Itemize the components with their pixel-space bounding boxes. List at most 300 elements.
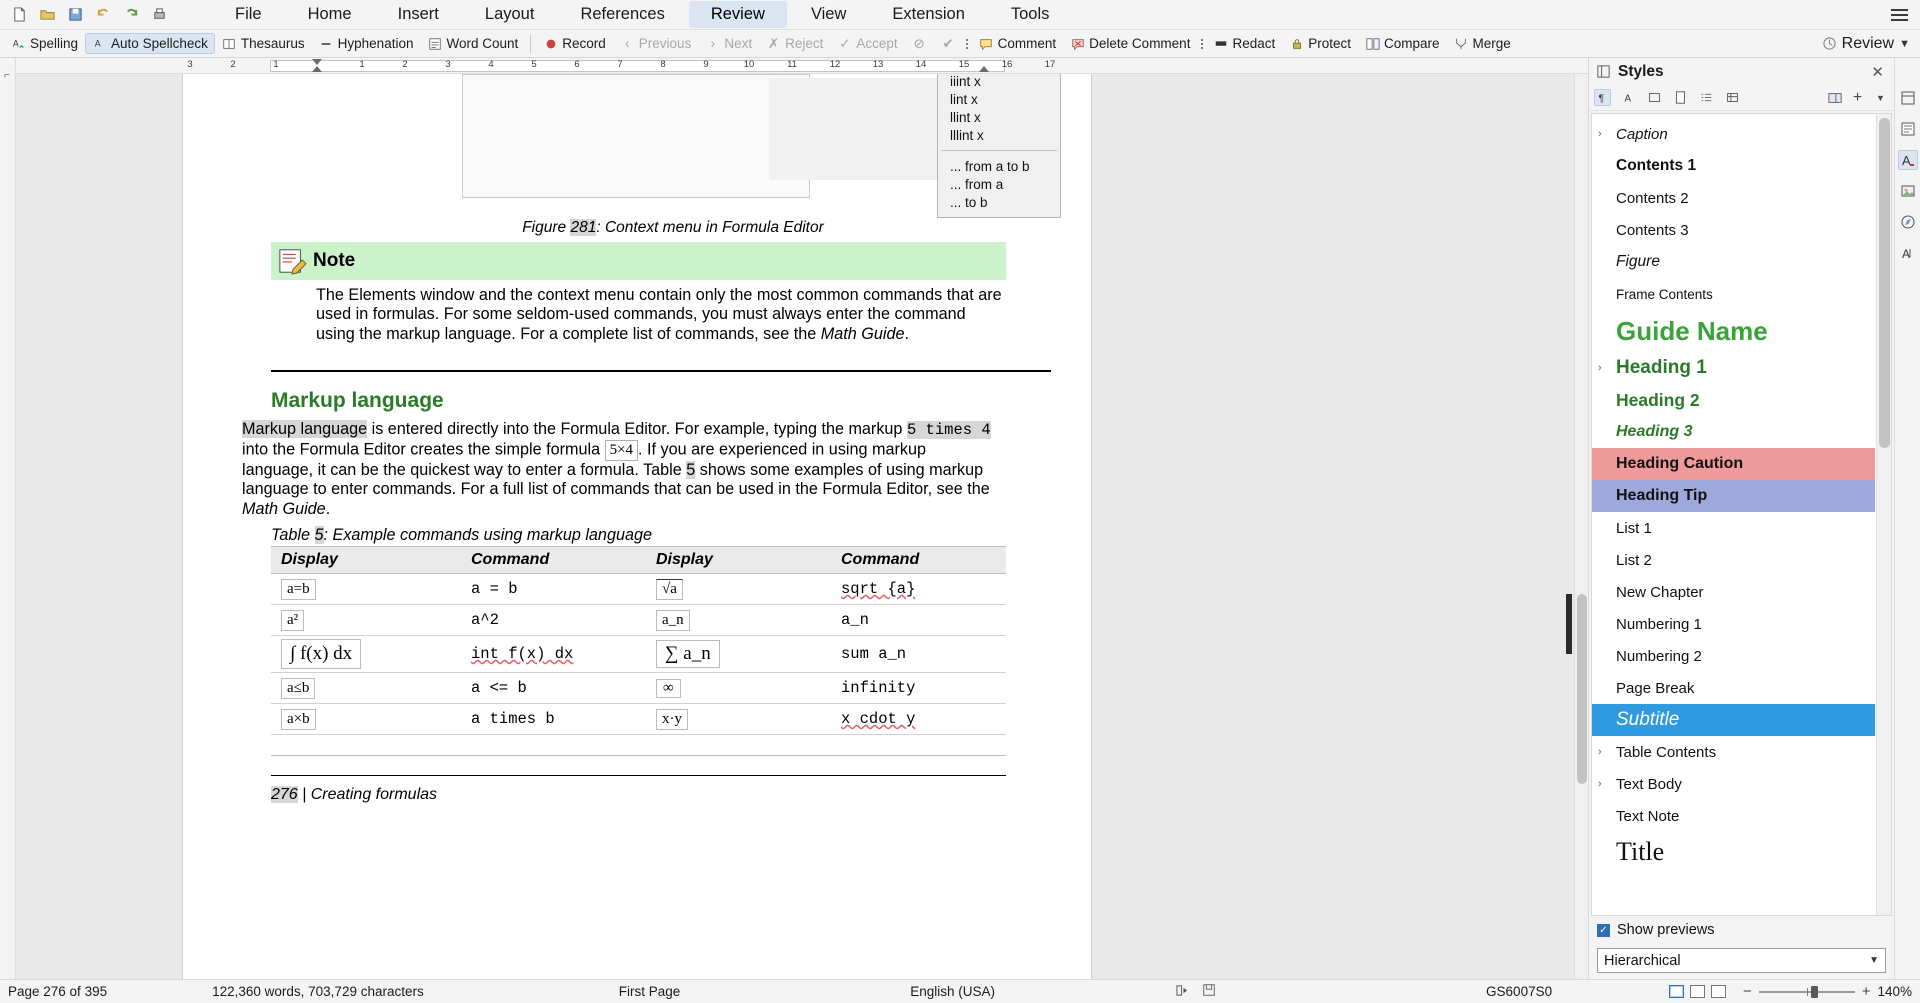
style-item-heading-caution[interactable] bbox=[1592, 448, 1875, 480]
hyphenation-icon bbox=[319, 36, 334, 51]
delete-comment-label: Delete Comment bbox=[1089, 36, 1191, 51]
style-item-figure[interactable] bbox=[1592, 246, 1875, 278]
redact-label: Redact bbox=[1232, 36, 1276, 51]
menu-bar bbox=[0, 0, 1920, 30]
formula-box: a_n bbox=[656, 610, 690, 631]
para-part3: . If you are experienced in using markup language, it can be the quickest way to enter a formula. Table bbox=[242, 440, 926, 479]
cell-display-1-2[interactable] bbox=[271, 636, 461, 673]
save-state-icon[interactable] bbox=[1202, 983, 1216, 1000]
styles-toolbar bbox=[1589, 85, 1894, 111]
style-label: Contents 3 bbox=[1616, 221, 1689, 239]
undo-icon[interactable] bbox=[94, 5, 113, 24]
para-part5: . bbox=[325, 500, 331, 519]
ruler-num-16: 16 bbox=[1001, 59, 1013, 70]
cell-display-1-0[interactable] bbox=[271, 574, 461, 605]
styles-icon[interactable] bbox=[1898, 150, 1918, 170]
main-menu bbox=[213, 1, 1071, 28]
ruler-num-14: 14 bbox=[915, 59, 927, 70]
record-label: Record bbox=[562, 36, 606, 51]
cell-command-2-0 bbox=[831, 574, 1006, 605]
ruler-num-13: 13 bbox=[872, 59, 884, 70]
style-label: Numbering 1 bbox=[1616, 615, 1702, 633]
zoom-out-button[interactable]: − bbox=[1742, 983, 1752, 1000]
style-label: Caption bbox=[1616, 125, 1668, 143]
chevron-right-icon[interactable]: › bbox=[1598, 362, 1602, 374]
body-paragraph bbox=[242, 420, 997, 520]
ruler-num-11: 11 bbox=[787, 59, 797, 70]
accept-label: Accept bbox=[856, 36, 898, 51]
reject-change-button[interactable] bbox=[759, 33, 830, 54]
tab-stop-icon[interactable]: ⌐ bbox=[4, 70, 10, 81]
table-styles-icon[interactable] bbox=[1724, 89, 1741, 106]
ui-mode-label[interactable]: Review bbox=[1841, 34, 1895, 52]
paragraph-styles-icon[interactable] bbox=[1594, 89, 1611, 106]
accept-change-button[interactable] bbox=[830, 33, 904, 54]
frame-styles-icon[interactable] bbox=[1646, 89, 1663, 106]
redact-icon bbox=[1213, 36, 1228, 51]
previous-label: Previous bbox=[638, 36, 692, 51]
gallery-icon[interactable] bbox=[1898, 181, 1918, 201]
style-item-contents-2[interactable] bbox=[1592, 182, 1875, 214]
selection-mode-icon[interactable] bbox=[1175, 984, 1190, 1000]
ctx-item-iiint[interactable]: iiint x bbox=[950, 74, 981, 89]
style-label: Figure bbox=[1616, 253, 1660, 270]
zoom-in-button[interactable]: + bbox=[1861, 983, 1871, 1000]
style-item-title[interactable] bbox=[1592, 832, 1875, 872]
styles-filter-select[interactable] bbox=[1597, 948, 1886, 973]
style-label: Numbering 2 bbox=[1616, 647, 1702, 665]
first-line-indent-marker[interactable] bbox=[312, 59, 322, 65]
view-split-handle[interactable] bbox=[1566, 594, 1572, 654]
status-bar bbox=[0, 979, 1920, 1003]
style-label: Heading 3 bbox=[1616, 423, 1693, 440]
zoom-level-label[interactable]: 140% bbox=[1877, 984, 1912, 999]
style-item-text-note[interactable] bbox=[1592, 800, 1875, 832]
previous-change-button[interactable] bbox=[613, 33, 699, 54]
page-heading-markup-language: Markup language bbox=[271, 389, 444, 412]
menu-extension[interactable]: Extension bbox=[892, 5, 965, 23]
style-item-text-body[interactable] bbox=[1592, 768, 1875, 800]
compare-label: Compare bbox=[1384, 36, 1440, 51]
ctx-item-from-a[interactable]: ... from a bbox=[950, 176, 1004, 192]
styles-list[interactable] bbox=[1592, 114, 1875, 915]
cell-display-1-1[interactable] bbox=[271, 605, 461, 636]
para-part1: is entered directly into the Formula Editor. For example, typing the markup bbox=[367, 420, 907, 438]
right-indent-marker[interactable] bbox=[979, 66, 989, 72]
comment-button[interactable] bbox=[972, 33, 1064, 54]
style-label: Text Note bbox=[1616, 807, 1680, 825]
table-row[interactable] bbox=[271, 574, 1006, 605]
next-change-button[interactable] bbox=[698, 33, 759, 54]
style-label: Text Body bbox=[1616, 775, 1682, 793]
reject-icon: ✗ bbox=[767, 35, 780, 51]
show-previews-label: Show previews bbox=[1617, 922, 1715, 938]
document-column bbox=[16, 58, 1588, 979]
ctx-item-lllint[interactable]: lllint x bbox=[950, 127, 984, 143]
save-icon[interactable] bbox=[66, 5, 85, 24]
scrollbar-thumb[interactable] bbox=[1879, 118, 1890, 448]
accept-icon: ✓ bbox=[839, 35, 851, 51]
style-item-heading-tip[interactable] bbox=[1592, 480, 1875, 512]
character-styles-icon[interactable] bbox=[1620, 89, 1637, 106]
menu-icon[interactable] bbox=[1884, 3, 1914, 27]
style-item-frame-contents[interactable] bbox=[1592, 278, 1875, 310]
style-item-new-chapter[interactable] bbox=[1592, 576, 1875, 608]
page-276[interactable] bbox=[182, 74, 1092, 979]
menu-review[interactable]: Review bbox=[689, 1, 787, 28]
style-label: Heading 1 bbox=[1616, 357, 1707, 378]
sidebar-panel-icon bbox=[1595, 63, 1612, 80]
figure-caption-prefix: Figure bbox=[522, 219, 571, 236]
para-highlight: Markup language bbox=[242, 420, 368, 438]
svg-text:A: A bbox=[1901, 153, 1911, 168]
menu-references[interactable]: References bbox=[580, 5, 665, 23]
note-period: . bbox=[904, 324, 909, 343]
cell-command-1-0: a = b bbox=[461, 574, 646, 605]
note-box bbox=[271, 242, 1006, 280]
mode-icon bbox=[1822, 36, 1837, 51]
chevron-right-icon[interactable]: › bbox=[1598, 128, 1602, 140]
reject-all-button[interactable] bbox=[905, 33, 934, 54]
lock-icon bbox=[1289, 36, 1304, 51]
status-page-indicator[interactable]: Page 276 of 395 bbox=[8, 984, 108, 999]
status-language[interactable]: English (USA) bbox=[910, 984, 996, 999]
figure-caption bbox=[473, 219, 873, 237]
ruler-num-15: 15 bbox=[958, 59, 970, 70]
ruler-num-7: 7 bbox=[617, 59, 623, 70]
style-label: List 1 bbox=[1616, 519, 1652, 537]
ctx-item-from-a-to-b[interactable]: ... from a to b bbox=[950, 158, 1030, 174]
comment-icon bbox=[979, 36, 994, 51]
para-part2: into the Formula Editor creates the simple formula bbox=[242, 440, 605, 459]
record-icon bbox=[543, 36, 558, 51]
ruler-num-9: 9 bbox=[703, 59, 709, 70]
cell-display-2-4[interactable] bbox=[646, 704, 831, 735]
ruler-num-8: 8 bbox=[660, 59, 666, 70]
style-item-table-contents[interactable] bbox=[1592, 736, 1875, 768]
commands-table[interactable] bbox=[271, 546, 1006, 735]
style-label: Frame Contents bbox=[1616, 286, 1713, 302]
footer-rule-top bbox=[271, 755, 1006, 756]
cell-display-2-2[interactable] bbox=[646, 636, 831, 673]
accept-all-button[interactable] bbox=[934, 33, 963, 54]
table-caption-suffix: : Example commands using markup language bbox=[323, 526, 652, 544]
para-part4: shows some examples of using markup language to enter commands. For a full list of commands that can be used in the Formula Editor, see the bbox=[242, 460, 990, 499]
style-item-heading-2[interactable] bbox=[1592, 384, 1875, 416]
formula-box: a×b bbox=[281, 709, 316, 730]
table-row[interactable] bbox=[271, 605, 1006, 636]
styles-footer bbox=[1589, 916, 1894, 942]
style-item-list-2[interactable] bbox=[1592, 544, 1875, 576]
th-display-1: Display bbox=[271, 547, 461, 574]
vertical-scrollbar[interactable] bbox=[1574, 74, 1588, 979]
formula-box: √a bbox=[656, 579, 683, 600]
style-label: Heading Caution bbox=[1616, 455, 1744, 472]
redact-button[interactable] bbox=[1206, 33, 1282, 54]
style-item-guide-name[interactable] bbox=[1592, 310, 1875, 352]
menu-layout[interactable]: Layout bbox=[484, 5, 535, 23]
para-markup-code: 5 times 4 bbox=[906, 421, 991, 439]
style-item-heading-1[interactable] bbox=[1592, 352, 1875, 384]
list-styles-icon[interactable] bbox=[1698, 89, 1715, 106]
toolbar-overflow-dots[interactable] bbox=[963, 39, 972, 49]
ruler-num-3: 3 bbox=[445, 59, 451, 70]
review-toolbar bbox=[0, 30, 1920, 58]
figure-caption-suffix: : Context menu in Formula Editor bbox=[596, 219, 824, 236]
cell-command-1-4: a times b bbox=[461, 704, 646, 735]
next-label: Next bbox=[724, 36, 753, 51]
ruler-num-l2: 2 bbox=[230, 59, 236, 70]
chevron-down-icon[interactable]: ▼ bbox=[1869, 955, 1879, 966]
close-icon[interactable]: ✕ bbox=[1871, 63, 1884, 81]
th-command-1: Command bbox=[461, 547, 646, 574]
style-label: List 2 bbox=[1616, 551, 1652, 569]
ctx-item-lint[interactable]: lint x bbox=[950, 91, 978, 107]
chevron-down-icon[interactable]: ▼ bbox=[1876, 92, 1885, 103]
ctx-item-to-b[interactable]: ... to b bbox=[950, 194, 988, 210]
quick-access-toolbar bbox=[6, 5, 177, 24]
scrollbar-thumb[interactable] bbox=[1577, 594, 1587, 784]
table-caption-number: 5 bbox=[314, 526, 324, 544]
left-indent-marker[interactable] bbox=[312, 66, 322, 72]
style-label: Subtitle bbox=[1616, 709, 1680, 730]
show-previews-row[interactable] bbox=[1597, 922, 1886, 938]
style-label: Contents 1 bbox=[1616, 157, 1697, 174]
table-row[interactable] bbox=[271, 636, 1006, 673]
menu-insert[interactable]: Insert bbox=[397, 5, 439, 23]
merge-button[interactable] bbox=[1447, 33, 1518, 54]
comment-label: Comment bbox=[997, 36, 1057, 51]
menu-tools[interactable]: Tools bbox=[1010, 5, 1050, 23]
style-item-page-break[interactable] bbox=[1592, 672, 1875, 704]
spelling-label: Spelling bbox=[30, 36, 79, 51]
cell-display-2-3[interactable] bbox=[646, 673, 831, 704]
word-count-button[interactable] bbox=[420, 33, 525, 54]
word-count-label: Word Count bbox=[446, 36, 519, 51]
style-label: Contents 2 bbox=[1616, 189, 1689, 207]
left-gutter bbox=[0, 58, 16, 979]
zoom-controls bbox=[1669, 983, 1912, 1000]
book-view-icon[interactable] bbox=[1711, 985, 1726, 998]
ruler-text-area bbox=[270, 60, 1005, 72]
formula-context-menu[interactable] bbox=[937, 74, 1061, 218]
accessibility-icon[interactable] bbox=[1898, 243, 1918, 263]
navigator-icon[interactable] bbox=[1898, 212, 1918, 232]
delete-comment-button[interactable] bbox=[1063, 33, 1197, 54]
merge-icon bbox=[1454, 36, 1469, 51]
protect-button[interactable] bbox=[1282, 33, 1358, 54]
auto-spellcheck-label: Auto Spellcheck bbox=[111, 36, 208, 51]
new-style-icon[interactable]: + bbox=[1852, 88, 1863, 106]
note-pencil-icon bbox=[271, 247, 313, 275]
record-changes-button[interactable] bbox=[536, 33, 613, 54]
ruler-num-12: 12 bbox=[829, 59, 841, 70]
redo-icon[interactable] bbox=[122, 5, 141, 24]
style-label: Table Contents bbox=[1616, 743, 1717, 761]
svg-text:A: A bbox=[12, 38, 19, 49]
ctx-item-llint[interactable]: llint x bbox=[950, 109, 981, 125]
open-icon[interactable] bbox=[38, 5, 57, 24]
horizontal-ruler[interactable] bbox=[16, 58, 1588, 74]
show-previews-checkbox[interactable]: ✓ bbox=[1597, 924, 1610, 937]
figure-image bbox=[769, 78, 939, 180]
note-math-guide: Math Guide bbox=[820, 324, 905, 343]
note-text bbox=[316, 286, 1006, 344]
ruler-num-10: 10 bbox=[743, 59, 755, 70]
cell-command-2-1: a_n bbox=[831, 605, 1006, 636]
footer-page-number: 276 bbox=[271, 786, 298, 803]
ruler-num-l3: 3 bbox=[187, 59, 193, 70]
cell-display-2-0[interactable] bbox=[646, 574, 831, 605]
cell-command-1-1: a^2 bbox=[461, 605, 646, 636]
formula-box: ∞ bbox=[656, 679, 681, 698]
thesaurus-label: Thesaurus bbox=[240, 36, 305, 51]
table-caption-prefix: Table bbox=[271, 526, 315, 544]
single-page-view-icon[interactable] bbox=[1669, 985, 1684, 998]
style-label: Title bbox=[1616, 837, 1665, 866]
hyphenation-label: Hyphenation bbox=[337, 36, 414, 51]
style-label: Page Break bbox=[1616, 679, 1695, 697]
sidebar-settings-icon[interactable] bbox=[1898, 88, 1918, 108]
chevron-right-icon: › bbox=[710, 36, 716, 51]
svg-text:A: A bbox=[1901, 247, 1910, 261]
styles-list-container[interactable] bbox=[1591, 113, 1892, 916]
formula-box: a² bbox=[281, 610, 304, 631]
ruler-num-1: 1 bbox=[359, 59, 365, 70]
merge-label: Merge bbox=[1472, 36, 1511, 51]
formula-box: ∫ f(x) dx bbox=[281, 639, 361, 669]
status-fit-indicator: GS6007S0 bbox=[1486, 984, 1553, 999]
figure-number: 281 bbox=[570, 219, 597, 236]
style-item-list-1[interactable] bbox=[1592, 512, 1875, 544]
style-item-heading-3[interactable] bbox=[1592, 416, 1875, 448]
spelling-icon bbox=[11, 36, 26, 51]
table-header-row bbox=[271, 547, 1006, 574]
properties-icon[interactable] bbox=[1898, 119, 1918, 139]
menu-view[interactable]: View bbox=[810, 5, 847, 23]
thesaurus-button[interactable] bbox=[215, 33, 312, 54]
toolbar-mode-area bbox=[1822, 35, 1916, 53]
note-body: The Elements window and the context menu contain only the most common commands that are used in formulas. For some seldom-used commands, you must always enter the command using the markup language. For a complete list of commands, see the bbox=[316, 286, 1002, 343]
style-label: Heading 2 bbox=[1616, 389, 1700, 410]
figure-frame[interactable] bbox=[462, 74, 1030, 210]
th-command-2: Command bbox=[831, 547, 1006, 574]
ruler-num-l1: 1 bbox=[273, 59, 279, 70]
toolbar-separator bbox=[530, 35, 531, 53]
formula-box: a=b bbox=[281, 579, 316, 600]
formula-box: x·y bbox=[656, 709, 688, 730]
chevron-down-icon[interactable]: ▼ bbox=[1899, 37, 1910, 50]
thesaurus-icon bbox=[222, 36, 237, 51]
document-canvas[interactable] bbox=[16, 74, 1588, 979]
chevron-right-icon[interactable]: › bbox=[1598, 746, 1602, 758]
note-bottom-rule bbox=[271, 370, 1051, 372]
hyphenation-button[interactable] bbox=[312, 33, 421, 54]
style-item-subtitle[interactable] bbox=[1592, 704, 1875, 736]
comment-overflow-dots[interactable] bbox=[1197, 39, 1206, 49]
cell-command-1-3: a <= b bbox=[461, 673, 646, 704]
menu-file[interactable]: File bbox=[235, 5, 262, 23]
compare-button[interactable] bbox=[1358, 33, 1447, 54]
chevron-right-icon[interactable]: › bbox=[1598, 778, 1602, 790]
ruler-track bbox=[182, 58, 1588, 73]
auto-spellcheck-icon bbox=[92, 36, 107, 51]
style-item-caption[interactable] bbox=[1592, 118, 1875, 150]
multi-page-view-icon[interactable] bbox=[1690, 985, 1705, 998]
styles-filter-value: Hierarchical bbox=[1604, 952, 1681, 969]
cell-display-1-3[interactable] bbox=[271, 673, 461, 704]
table-row[interactable] bbox=[271, 704, 1006, 735]
ruler-num-6: 6 bbox=[574, 59, 580, 70]
svg-text:A: A bbox=[1624, 93, 1631, 104]
footer-chapter-title: Creating formulas bbox=[310, 786, 438, 803]
status-page-style[interactable]: First Page bbox=[618, 984, 681, 999]
inline-formula-5x4[interactable]: 5×4 bbox=[605, 440, 638, 460]
new-document-icon[interactable] bbox=[10, 5, 29, 24]
ruler-num-4: 4 bbox=[488, 59, 494, 70]
table-caption bbox=[271, 526, 652, 545]
style-item-numbering-2[interactable] bbox=[1592, 640, 1875, 672]
sidebar-styles-panel bbox=[1588, 58, 1894, 979]
footer-separator: | bbox=[297, 786, 311, 803]
style-inspector-icon[interactable] bbox=[1826, 89, 1843, 106]
formula-box: a≤b bbox=[281, 678, 315, 699]
word-count-icon bbox=[427, 36, 442, 51]
note-title: Note bbox=[313, 250, 356, 271]
zoom-knob[interactable] bbox=[1811, 986, 1818, 998]
cell-display-1-4[interactable] bbox=[271, 704, 461, 735]
page-styles-icon[interactable] bbox=[1672, 89, 1689, 106]
auto-spellcheck-button[interactable] bbox=[85, 33, 215, 54]
table-row[interactable] bbox=[271, 673, 1006, 704]
style-item-contents-1[interactable] bbox=[1592, 150, 1875, 182]
styles-scrollbar[interactable] bbox=[1876, 114, 1891, 915]
cmd-text: x cdot y bbox=[841, 710, 916, 728]
view-layout-icons bbox=[1669, 985, 1726, 998]
protect-label: Protect bbox=[1308, 36, 1352, 51]
svg-text:A: A bbox=[94, 38, 101, 49]
cell-display-2-1[interactable] bbox=[646, 605, 831, 636]
formula-box: ∑ a_n bbox=[656, 640, 720, 668]
sidebar-header bbox=[1589, 58, 1894, 85]
styles-toolbar-right bbox=[1826, 89, 1889, 106]
status-word-count[interactable]: 122,360 words, 703,729 characters bbox=[212, 984, 424, 999]
reject-all-icon: ⊘ bbox=[913, 35, 925, 51]
cmd-text: sqrt {a} bbox=[841, 580, 916, 598]
style-label: Guide Name bbox=[1616, 315, 1768, 346]
style-label: New Chapter bbox=[1616, 583, 1704, 601]
spelling-button[interactable] bbox=[4, 33, 85, 54]
ruler-num-5: 5 bbox=[531, 59, 537, 70]
style-label: Heading Tip bbox=[1616, 487, 1708, 504]
print-icon[interactable] bbox=[150, 5, 169, 24]
page-footer bbox=[271, 786, 437, 804]
ctx-separator bbox=[941, 150, 1057, 151]
sidebar-rail bbox=[1894, 58, 1920, 979]
delete-comment-icon bbox=[1070, 36, 1085, 51]
menu-home[interactable]: Home bbox=[307, 5, 352, 23]
reject-label: Reject bbox=[785, 36, 824, 51]
cmd-text: int f(x) dx bbox=[471, 645, 574, 663]
style-item-contents-3[interactable] bbox=[1592, 214, 1875, 246]
cell-command-2-4 bbox=[831, 704, 1006, 735]
zoom-slider[interactable] bbox=[1759, 986, 1855, 998]
ruler-num-17: 17 bbox=[1044, 59, 1056, 70]
th-display-2: Display bbox=[646, 547, 831, 574]
style-item-numbering-1[interactable] bbox=[1592, 608, 1875, 640]
ruler-num-2: 2 bbox=[402, 59, 408, 70]
footer-rule-bottom bbox=[271, 775, 1006, 776]
